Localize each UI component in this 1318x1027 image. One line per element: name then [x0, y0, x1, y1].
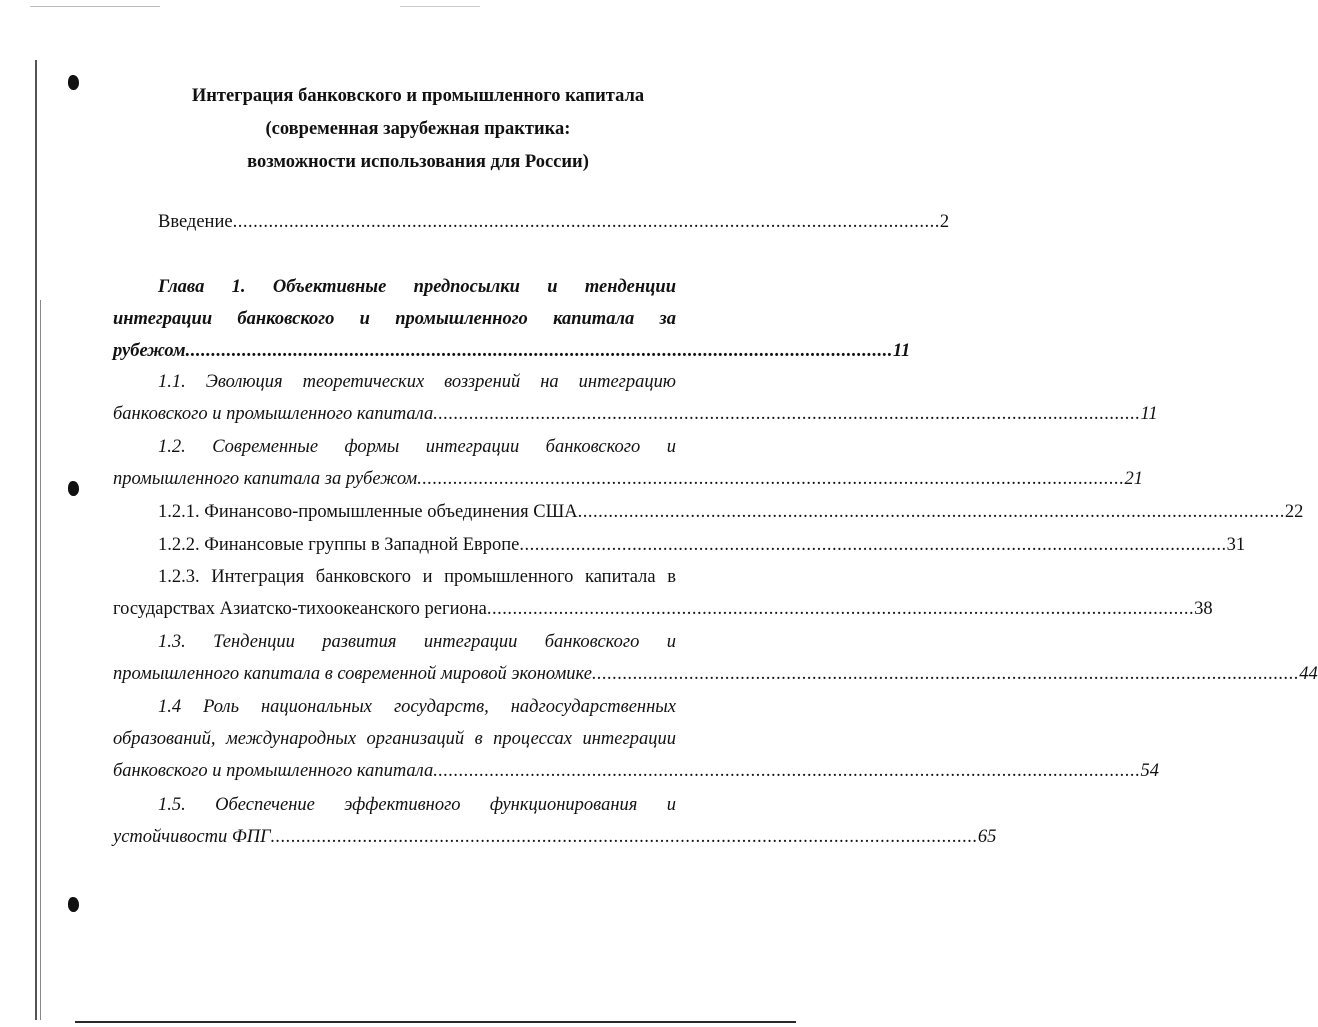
toc-word: интеграции [113, 309, 213, 329]
title-line-1: Интеграция банковского и промышленного капитала [191, 86, 645, 106]
toc-word: капитала [553, 309, 635, 329]
punch-hole-bottom [68, 897, 79, 912]
toc-word: интеграции [582, 729, 676, 749]
scan-edge-bottom [75, 1021, 796, 1023]
toc-page-number: 44 [1299, 664, 1318, 684]
toc-word: интеграции [423, 632, 518, 652]
toc-entry-text: промышленного капитала за рубежом [113, 469, 418, 489]
toc-word: Интеграция [211, 567, 305, 587]
scan-edge-left-2 [40, 300, 41, 1020]
toc-entry-1-5 [113, 789, 997, 853]
toc-word: теоретических [302, 372, 425, 392]
toc-word: интеграцию [578, 372, 676, 392]
toc-word: образований, [113, 729, 216, 749]
toc-page-number: 11 [1140, 404, 1158, 424]
toc-word: и [666, 437, 676, 457]
toc-word: развития [322, 632, 397, 652]
toc-word: Обеспечение [215, 795, 315, 815]
leader-dots: .......................................................................................................................................... [185, 341, 893, 361]
toc-word: формы [344, 437, 400, 457]
toc-word: государств, [393, 697, 489, 717]
toc-page-number: 65 [977, 827, 997, 847]
toc-word: капитала [585, 567, 656, 587]
toc-entry-1-2-3 [113, 561, 1213, 625]
toc-word: банковского [237, 309, 335, 329]
toc-entry-1-2-1 [113, 496, 1304, 528]
toc-word: предпосылки [413, 277, 520, 297]
toc-word: надгосударственных [510, 697, 676, 717]
leader-dots: .......................................................................................................................................... [433, 404, 1141, 424]
toc-word: функционирования [489, 795, 638, 815]
leader-dots: .......................................................................................................................................... [577, 502, 1285, 522]
toc-entry-1-2-2 [113, 529, 1246, 561]
toc-word: 1.4 [158, 697, 182, 717]
toc-word: международных [225, 729, 357, 749]
toc-word: 1.2.3. [158, 567, 200, 587]
toc-entry-text: устойчивости ФПГ [113, 827, 271, 847]
toc-entry-text: государствах Азиатско-тихоокеанского региона [113, 599, 487, 619]
toc-word: и [666, 632, 676, 652]
scan-edge-left [35, 60, 37, 1020]
toc-word: Объективные [272, 277, 387, 297]
leader-dots: .......................................................................................................................................... [232, 212, 940, 232]
toc-page-number: 54 [1140, 761, 1159, 781]
leader-dots: .......................................................................................................................................... [433, 761, 1141, 781]
toc-word: организаций [366, 729, 465, 749]
leader-dots: .......................................................................................................................................... [519, 535, 1227, 555]
title-line-3: возможности использования для России) [247, 152, 589, 172]
toc-word: национальных [260, 697, 372, 717]
toc-word: за [659, 309, 676, 329]
toc-page-number: 22 [1284, 502, 1304, 522]
toc-word: 1.1. [158, 372, 186, 392]
punch-hole-middle [68, 481, 79, 496]
toc-page-number: 2 [939, 212, 950, 232]
document-title [0, 80, 836, 179]
leader-dots: .......................................................................................................................................... [270, 827, 978, 847]
leader-dots: .......................................................................................................................................... [417, 469, 1125, 489]
toc-word: промышленного [444, 567, 574, 587]
toc-word: эффективного [344, 795, 461, 815]
leader-dots: .......................................................................................................................................... [486, 599, 1195, 619]
toc-word: и [547, 277, 558, 297]
toc-word: 1.2. [158, 437, 186, 457]
toc-word: в [474, 729, 483, 749]
toc-word: банковского [545, 437, 641, 457]
toc-page-number: 21 [1124, 469, 1143, 489]
toc-entry-text: 1.2.2. Финансовые группы в Западной Европе [158, 535, 520, 555]
toc-word: тенденции [584, 277, 676, 297]
toc-entry-intro [113, 206, 950, 238]
toc-entry-text: банковского и промышленного капитала [113, 761, 434, 781]
toc-word: Тенденции [213, 632, 295, 652]
toc-word: интеграции [425, 437, 520, 457]
toc-entry-1-4 [113, 691, 1159, 787]
toc-word: промышленного [395, 309, 528, 329]
toc-word: 1. [231, 277, 246, 297]
toc-word: и [359, 309, 370, 329]
toc-word: Эволюция [205, 372, 283, 392]
toc-entry-text: 1.2.1. Финансово-промышленные объединения США [158, 502, 578, 522]
scan-edge-top [30, 6, 160, 7]
toc-entry-text: рубежом [113, 341, 186, 361]
toc-entry-1-2 [113, 431, 1143, 495]
toc-word: банковского [544, 632, 640, 652]
toc-word: в [667, 567, 676, 587]
toc-entry-text: Введение [158, 212, 233, 232]
toc-word: 1.3. [158, 632, 186, 652]
toc-entry-text: промышленного капитала в современной мировой экономике [113, 664, 592, 684]
scan-edge-top-2 [400, 6, 480, 7]
toc-word: 1.5. [158, 795, 186, 815]
toc-word: и [422, 567, 433, 587]
toc-word: процессах [493, 729, 572, 749]
toc-page-number: 11 [892, 341, 911, 361]
toc-word: Роль [203, 697, 240, 717]
toc-page-number: 31 [1226, 535, 1246, 555]
toc-entry-chapter-1 [113, 271, 911, 367]
toc-entry-text: банковского и промышленного капитала [113, 404, 434, 424]
toc-word: на [540, 372, 559, 392]
toc-entry-1-3 [113, 626, 1318, 690]
toc-word: банковского [315, 567, 412, 587]
toc-word: и [666, 795, 676, 815]
title-line-2: (современная зарубежная практика: [265, 119, 571, 139]
toc-page-number: 38 [1194, 599, 1213, 619]
toc-word: Глава [158, 277, 205, 297]
leader-dots: .......................................................................................................................................... [591, 664, 1300, 684]
toc-word: воззрений [444, 372, 521, 392]
toc-entry-1-1 [113, 366, 1158, 430]
toc-word: Современные [212, 437, 319, 457]
